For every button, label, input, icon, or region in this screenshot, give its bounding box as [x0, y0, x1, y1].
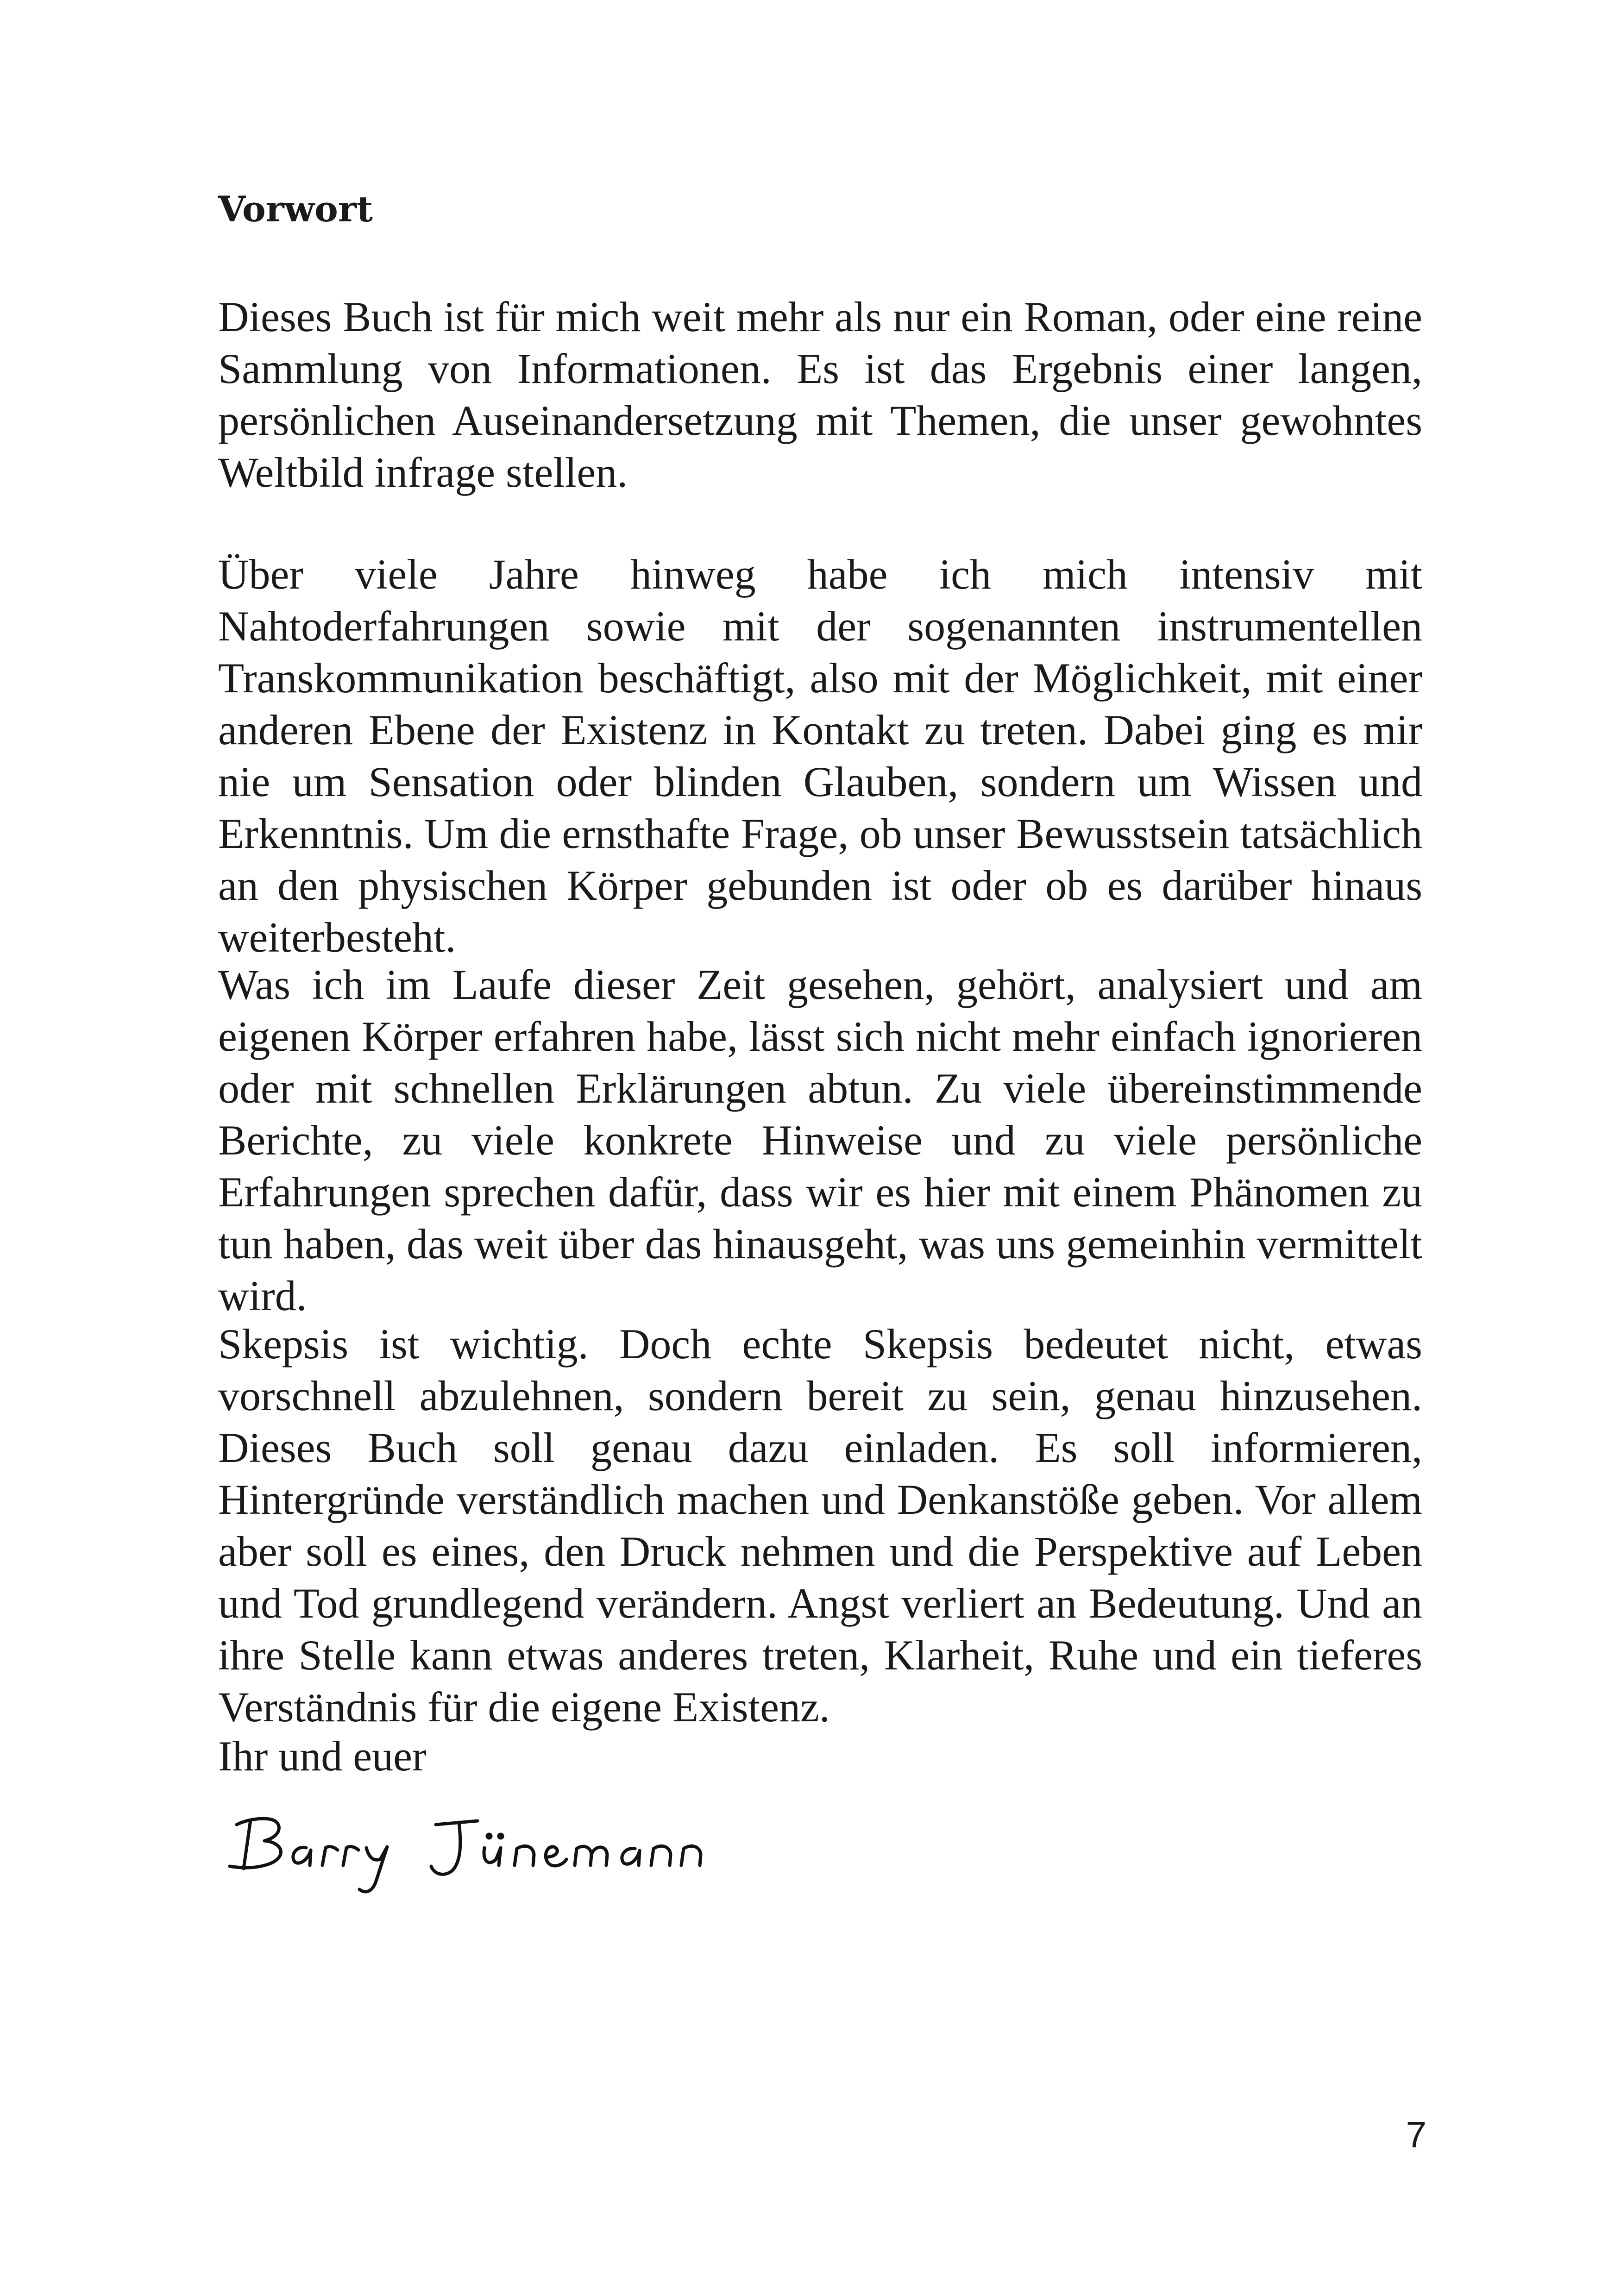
page-title: Vorwort — [218, 188, 373, 230]
paragraph-3: Was ich im Laufe dieser Zeit gesehen, gehört, analysiert und am eigenen Körper erfahren habe, lässt sich nicht mehr einfach ignorieren oder mit schnellen Erklärungen abtun. Zu viele übereinstimmende Berichte, zu viele konkrete Hinweise und zu viele persönliche Erfahrungen sprechen dafür, dass wir es hier mit einem Phänomen zu tun haben, das weit über das hinausgeht, was uns gemeinhin vermittelt wird. — [218, 961, 1422, 1319]
closing-line: Ihr und euer — [218, 1732, 427, 1780]
page-number: 7 — [1406, 2114, 1426, 2155]
paragraph-2: Über viele Jahre hinweg habe ich mich intensiv mit Nahtoderfahrungen sowie mit der sogenannten instrumentellen Transkommunikation beschäftigt, also mit der Möglichkeit, mit einer anderen Ebene der Existenz in Kontakt zu treten. Dabei ging es mir nie um Sensation oder blinden Glauben, sondern um Wissen und Erkenntnis. Um die ernsthafte Frage, ob unser Bewusstsein tatsächlich an den physischen Körper gebunden ist oder ob es darüber hinaus weiterbesteht. — [218, 551, 1422, 961]
paragraph-1: Dieses Buch ist für mich weit mehr als nur ein Roman, oder eine reine Sammlung von Informationen. Es ist das Ergebnis einer langen, persönlichen Auseinandersetzung mit Themen, die unser gewohntes Weltbild infrage stellen. — [218, 293, 1422, 496]
handwritten-signature — [218, 1792, 774, 1899]
paragraph-4: Skepsis ist wichtig. Doch echte Skepsis bedeutet nicht, etwas vorschnell abzulehnen, sondern bereit zu sein, genau hinzusehen. Dieses Buch soll genau dazu einladen. Es soll informieren, Hintergründe verständlich machen und Denkanstöße geben. Vor allem aber soll es eines, den Druck nehmen und die Perspektive auf Leben und Tod grundlegend verändern. Angst verliert an Bedeutung. Und an ihre Stelle kann etwas anderes treten, Klarheit, Ruhe und ein tieferes Verständnis für die eigene Existenz. — [218, 1320, 1422, 1731]
